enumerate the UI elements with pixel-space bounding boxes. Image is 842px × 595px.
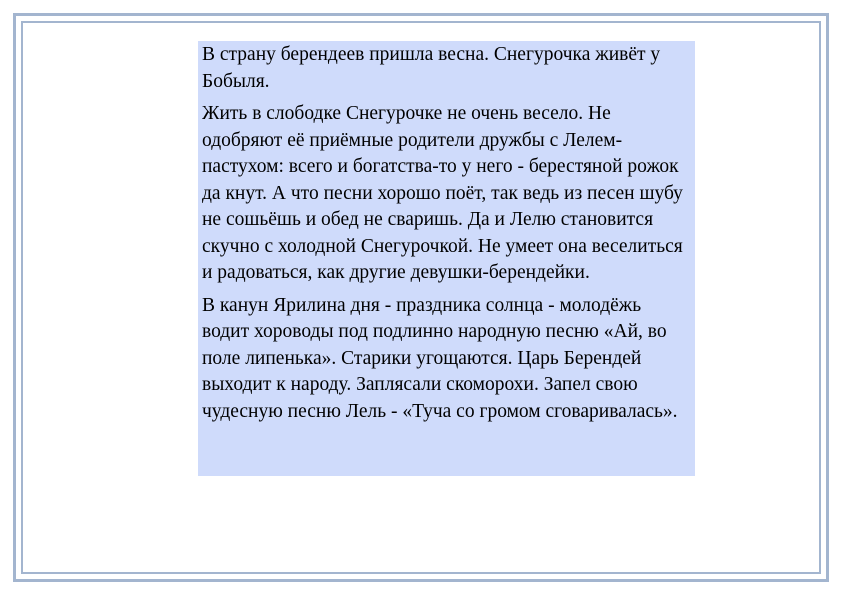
paragraph-lel: Жить в слободке Снегурочке не очень весело. Не одобряют её приёмные родители дружбы с Лелем-пастухом: всего и богатства-то у него - берестяной рожок да кнут. А что песни хорошо поёт, так ведь из песен шубу не сошьёшь и обед не сваришь. Да и Лелю становится скучно с холодной Снегурочкой. Не умеет она веселиться и радоваться, как другие девушки-берендейки. [202,103,683,283]
story-text-box [198,41,695,476]
paragraph-spring: В страну берендеев пришла весна. Снегурочка живёт у Бобыля. [202,44,661,92]
paragraph-yarilo-day: В канун Ярилина дня - праздника солнца - молодёжь водит хороводы под подлинно народную песню «Ай, во поле липенька». Старики угощаются. Царь Берендей выходит к народу. Заплясали скоморохи. Запел свою чудесную песню Лель - «Туча со громом сговаривалась». [202,294,678,422]
